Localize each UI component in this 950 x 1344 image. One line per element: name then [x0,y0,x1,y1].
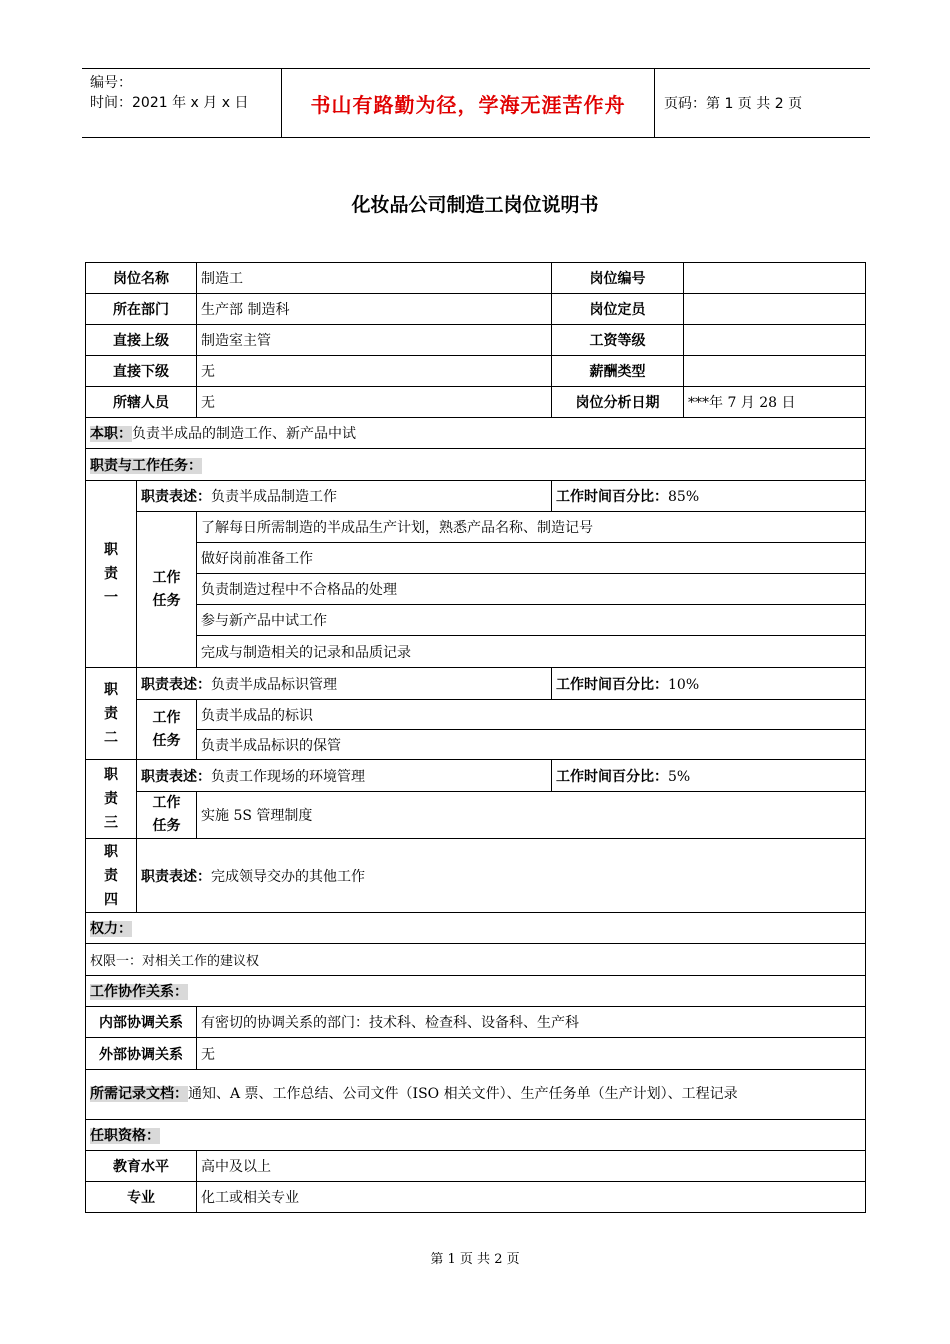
duty-desc: 负责半成品制造工作 [211,489,337,505]
duty-name-char: 三 [104,815,118,831]
authority-header-row [86,913,866,944]
qualification-header-row [86,1120,866,1151]
task-row [86,636,866,668]
task-label-line: 工作 [152,709,181,726]
basic-row [86,294,866,325]
duty-name-char: 责 [104,791,118,807]
basic-label: 工资等级 [552,325,684,356]
basic-row [86,263,866,294]
duty-desc-label: 职责表述： [141,489,211,505]
header-divider [654,69,655,137]
education-value: 高中及以上 [197,1151,866,1182]
major-value: 化工或相关专业 [197,1182,866,1213]
duty-desc-cell [137,760,552,792]
records-cell [86,1070,866,1120]
duty-name-char: 职 [104,843,118,860]
duty-name-char: 职 [104,542,118,558]
document-header [82,68,870,138]
task-row [86,512,866,543]
task-row [86,730,866,760]
main-duty-value: 负责半成品的制造工作、新产品中试 [132,426,356,442]
duty-desc-label: 职责表述： [141,868,211,885]
main-duty-cell [86,418,866,449]
task-item: 完成与制造相关的记录和品质记录 [197,636,866,668]
task-label-line: 任务 [152,592,181,609]
main-duty-row [86,418,866,449]
task-row [86,605,866,636]
major-row [86,1182,866,1213]
internal-label: 内部协调关系 [86,1007,197,1038]
duty-pct-cell [552,481,866,512]
internal-row [86,1007,866,1038]
task-label-line: 任务 [152,818,181,834]
duty-desc-row [86,481,866,512]
duty-name-char: 一 [104,590,118,606]
authority-text: 权限一：对相关工作的建议权 [90,954,260,969]
number-label: 编号： [90,75,132,91]
basic-row [86,325,866,356]
task-item: 实施 5S 管理制度 [197,792,866,839]
duty-pct-label: 工作时间百分比： [556,489,668,505]
task-label-line: 工作 [152,569,181,586]
duties-header: 职责与工作任务： [90,457,202,474]
education-label: 教育水平 [86,1151,197,1182]
basic-value: ***年 7 月 28 日 [684,387,866,418]
duty-desc-row [86,760,866,792]
duty-pct-label: 工作时间百分比： [556,768,668,785]
basic-label: 岗位分析日期 [552,387,684,418]
basic-label: 岗位编号 [552,263,684,294]
basic-value: 制造工 [197,263,552,294]
basic-label: 直接下级 [86,356,197,387]
duty-pct-label: 工作时间百分比： [556,676,668,693]
duty-pct-cell [552,760,866,792]
task-label [137,792,197,839]
cooperation-header-cell [86,976,866,1007]
internal-value: 有密切的协调关系的部门：技术科、检查科、设备科、生产科 [197,1007,866,1038]
basic-label: 所在部门 [86,294,197,325]
task-label-line: 任务 [152,732,181,749]
page-footer: 第 1 页 共 2 页 [430,1252,520,1267]
task-label [137,700,197,760]
duty-desc-label: 职责表述： [141,676,211,693]
task-item: 做好岗前准备工作 [197,543,866,574]
header-meta [90,73,248,113]
authority-header-cell [86,913,866,944]
task-item: 了解每日所需制造的半成品生产计划，熟悉产品名称、制造记号 [197,512,866,543]
cooperation-header-row [86,976,866,1007]
records-value: 通知、A 票、工作总结、公司文件（ISO 相关文件）、生产任务单（生产计划）、工程记录 [188,1086,738,1102]
education-row [86,1151,866,1182]
external-row [86,1038,866,1070]
header-motto: 书山有路勤为径，学海无涯苦作舟 [310,92,626,117]
basic-value: 生产部 制造科 [197,294,552,325]
duty-pct: 85% [668,489,700,505]
basic-value: 无 [197,387,552,418]
basic-value [684,356,866,387]
header-page-info: 页码：第 1 页 共 2 页 [664,96,803,112]
duty-desc: 负责工作现场的环境管理 [211,768,365,785]
authority-item [86,944,866,976]
duty-name-char: 二 [104,729,118,746]
duty-desc: 完成领导交办的其他工作 [211,868,365,885]
duties-header-cell [86,449,866,481]
authority-row [86,944,866,976]
basic-value [684,325,866,356]
task-item: 参与新产品中试工作 [197,605,866,636]
task-row [86,700,866,730]
duty-name [86,481,137,668]
records-label: 所需记录文档： [90,1086,188,1102]
task-row [86,543,866,574]
basic-value: 无 [197,356,552,387]
basic-label: 薪酬类型 [552,356,684,387]
main-duty-label: 本职： [90,426,132,442]
duty-desc-label: 职责表述： [141,768,211,785]
basic-label: 所辖人员 [86,387,197,418]
duty-name [86,760,137,839]
qualification-header-cell [86,1120,866,1151]
task-item: 负责制造过程中不合格品的处理 [197,574,866,605]
duty-name-char: 职 [104,767,118,783]
cooperation-header: 工作协作关系： [90,984,188,1000]
major-label: 专业 [86,1182,197,1213]
basic-label: 岗位名称 [86,263,197,294]
date-line: 时间：2021 年 x 月 x 日 [90,95,249,111]
authority-header: 权力： [90,921,132,937]
page-title: 化妆品公司制造工岗位说明书 [351,194,599,216]
duty-name [86,668,137,760]
task-label [137,512,197,668]
records-row [86,1070,866,1120]
duty-pct-cell [552,668,866,700]
duty-name [86,839,137,913]
qualification-header: 任职资格： [90,1128,160,1144]
task-label-line: 工作 [152,795,181,811]
duty-name-char: 职 [104,681,118,698]
basic-label: 岗位定员 [552,294,684,325]
task-row [86,792,866,839]
basic-value [684,294,866,325]
duty-name-char: 责 [104,705,118,722]
duties-header-row [86,449,866,481]
task-row [86,574,866,605]
job-description-table [85,262,866,1213]
external-value: 无 [197,1038,866,1070]
task-item: 负责半成品标识的保管 [197,730,866,760]
duty-pct: 10% [668,676,700,693]
basic-row [86,356,866,387]
duty-desc-row [86,839,866,913]
basic-row [86,387,866,418]
task-item: 负责半成品的标识 [197,700,866,730]
duty-desc: 负责半成品标识管理 [211,676,337,693]
duty-pct: 5% [668,768,691,785]
basic-value [684,263,866,294]
duty-desc-cell [137,481,552,512]
duty-name-char: 责 [104,867,118,884]
basic-value: 制造室主管 [197,325,552,356]
duty-desc-cell [137,668,552,700]
external-label: 外部协调关系 [86,1038,197,1070]
duty-desc-cell [137,839,866,913]
duty-name-char: 责 [104,566,118,582]
basic-label: 直接上级 [86,325,197,356]
duty-name-char: 四 [104,891,118,908]
duty-desc-row [86,668,866,700]
